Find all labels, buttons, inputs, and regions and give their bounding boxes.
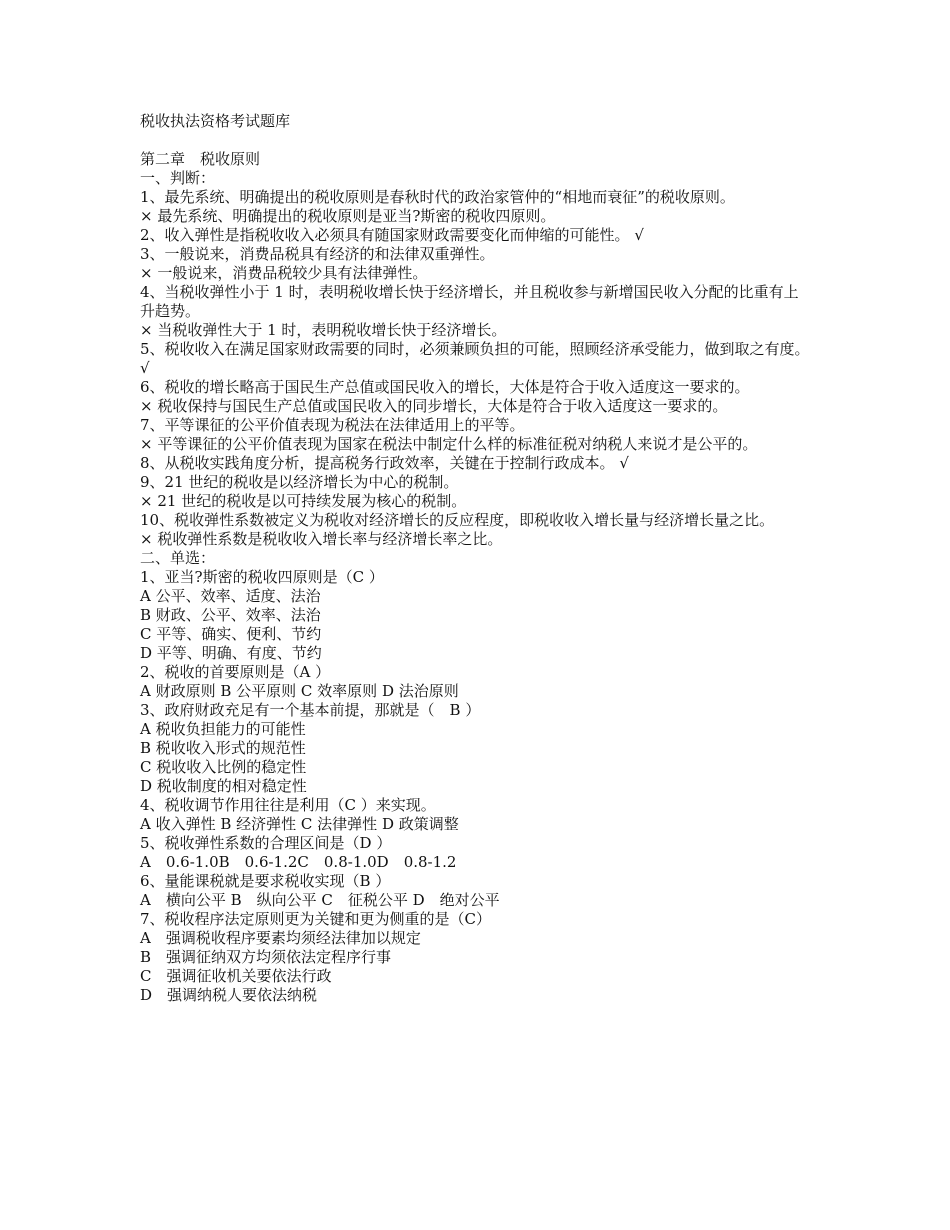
- section-heading-single-choice: 二、单选：: [140, 549, 216, 567]
- document-title: 税收执法资格考试题库: [140, 112, 291, 130]
- single-choice-option-3c: C 税收收入比例的稳定性: [140, 758, 307, 776]
- single-choice-option-1c: C 平等、确实、便利、节约: [140, 625, 322, 643]
- single-choice-option-3d: D 税收制度的相对稳定性: [140, 777, 307, 795]
- judgment-question-9: 9、21 世纪的税收是以经济增长为中心的税制。: [140, 473, 459, 491]
- single-choice-option-1b: B 财政、公平、效率、法治: [140, 606, 321, 624]
- single-choice-question-4: 4、税收调节作用往往是利用（C ）来实现。: [140, 796, 436, 814]
- single-choice-options-5: A 0.6-1.0B 0.6-1.2C 0.8-1.0D 0.8-1.2: [140, 853, 457, 871]
- single-choice-question-3: 3、政府财政充足有一个基本前提，那就是（ B ）: [140, 701, 481, 719]
- single-choice-option-1a: A 公平、效率、适度、法治: [140, 587, 321, 605]
- document-content: [140, 112, 815, 1005]
- single-choice-option-3b: B 税收收入形式的规范性: [140, 739, 306, 757]
- single-choice-question-2: 2、税收的首要原则是（A ）: [140, 663, 331, 681]
- judgment-answer-6: × 税收保持与国民生产总值或国民收入的同步增长，大体是符合于收入适度这一要求的。: [140, 397, 728, 415]
- judgment-answer-1: × 最先系统、明确提出的税收原则是亚当?斯密的税收四原则。: [140, 207, 556, 225]
- judgment-answer-7: × 平等课征的公平价值表现为国家在税法中制定什么样的标准征税对纳税人来说才是公平的。: [140, 435, 758, 453]
- single-choice-option-7b: B 强调征纳双方均须依法定程序行事: [140, 948, 392, 966]
- single-choice-option-1d: D 平等、明确、有度、节约: [140, 644, 322, 662]
- single-choice-option-7a: A 强调税收程序要素均须经法律加以规定: [140, 929, 421, 947]
- single-choice-options-6: A 横向公平 B 纵向公平 C 征税公平 D 绝对公平: [140, 891, 500, 909]
- single-choice-option-3a: A 税收负担能力的可能性: [140, 720, 306, 738]
- judgment-answer-10: × 税收弹性系数是税收收入增长率与经济增长率之比。: [140, 530, 503, 548]
- judgment-question-6: 6、税收的增长略高于国民生产总值或国民收入的增长，大体是符合于收入适度这一要求的。: [140, 378, 750, 396]
- judgment-question-5: 5、税收收入在满足国家财政需要的同时，必须兼顾负担的可能，照顾经济承受能力，做到取之有度。 √: [140, 340, 815, 377]
- single-choice-question-7: 7、税收程序法定原则更为关键和更为侧重的是（C）: [140, 910, 492, 928]
- judgment-answer-9: × 21 世纪的税收是以可持续发展为核心的税制。: [140, 492, 467, 510]
- chapter-heading: 第二章 税收原则: [140, 150, 261, 168]
- single-choice-option-7d: D 强调纳税人要依法纳税: [140, 986, 318, 1004]
- single-choice-question-6: 6、量能课税就是要求税收实现（B ）: [140, 872, 391, 890]
- single-choice-options-4: A 收入弹性 B 经济弹性 C 法律弹性 D 政策调整: [140, 815, 459, 833]
- judgment-question-10: 10、税收弹性系数被定义为税收对经济增长的反应程度，即税收收入增长量与经济增长量之比。: [140, 511, 775, 529]
- single-choice-question-5: 5、税收弹性系数的合理区间是（D ）: [140, 834, 392, 852]
- single-choice-options-2: A 财政原则 B 公平原则 C 效率原则 D 法治原则: [140, 682, 459, 700]
- judgment-question-1: 1、最先系统、明确提出的税收原则是春秋时代的政治家管仲的“相地而衰征”的税收原则。: [140, 188, 735, 206]
- judgment-question-8: 8、从税收实践角度分析，提高税务行政效率，关键在于控制行政成本。 √: [140, 454, 629, 472]
- judgment-question-2: 2、收入弹性是指税收收入必须具有随国家财政需要变化而伸缩的可能性。 √: [140, 226, 644, 244]
- judgment-question-4: 4、当税收弹性小于 1 时，表明税收增长快于经济增长，并且税收参与新增国民收入分配的比重有上升趋势。: [140, 283, 799, 320]
- single-choice-question-1: 1、亚当?斯密的税收四原则是（C ）: [140, 568, 384, 586]
- judgment-answer-3: × 一般说来，消费品税较少具有法律弹性。: [140, 264, 428, 282]
- judgment-question-7: 7、平等课征的公平价值表现为税法在法律适用上的平等。: [140, 416, 525, 434]
- judgment-question-3: 3、一般说来，消费品税具有经济的和法律双重弹性。: [140, 245, 495, 263]
- single-choice-option-7c: C 强调征收机关要依法行政: [140, 967, 332, 985]
- section-heading-judgment: 一、判断：: [140, 169, 216, 187]
- judgment-answer-4: × 当税收弹性大于 1 时，表明税收增长快于经济增长。: [140, 321, 507, 339]
